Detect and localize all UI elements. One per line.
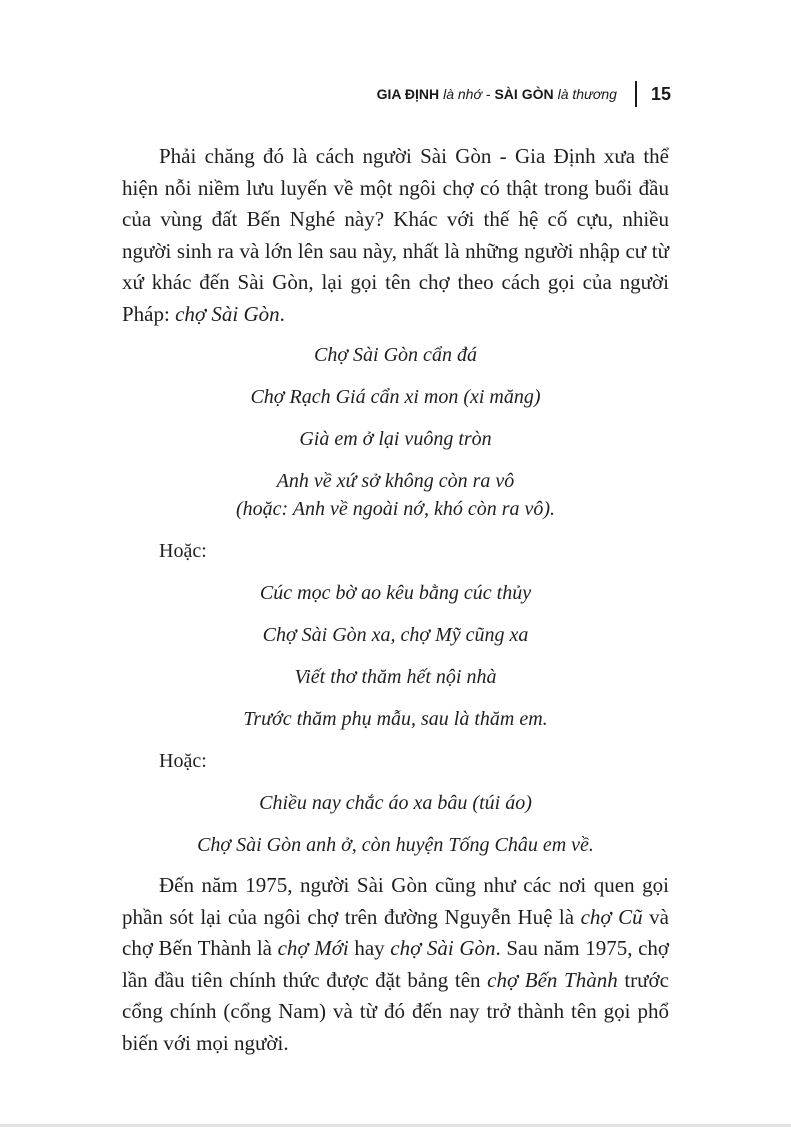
header-book-title-part2: là nhớ - [443, 86, 491, 102]
verse-block-1 [122, 341, 669, 523]
paragraph-2-emphasis: chợ Bến Thành [487, 967, 618, 992]
page-number: 15 [650, 83, 671, 104]
header-divider [635, 81, 637, 107]
paragraph-1 [122, 141, 669, 330]
paragraph-2-emphasis: chợ Mới [277, 936, 349, 960]
paragraph-2-text: Đến năm 1975, người Sài Gòn cũng như các nơi quen gọi phần sót lại của ngôi chợ trên đường Nguyễn Huệ là [122, 873, 669, 929]
header-book-title-part4: là thương [557, 86, 617, 102]
paragraph-2-emphasis: chợ Cũ [580, 904, 643, 929]
header-book-title-part1: GIA ĐỊNH [376, 86, 440, 102]
verse-line: Viết thơ thăm hết nội nhà [294, 666, 497, 688]
paragraph-2-emphasis: chợ Sài Gòn [390, 936, 496, 960]
verse-line: Cúc mọc bờ ao kêu bằng cúc thủy [259, 582, 532, 604]
paragraph-1-emphasis: chợ Sài Gòn [175, 301, 280, 326]
verse-line: Chợ Rạch Giá cẩn xi mon (xi măng) [250, 386, 541, 408]
verse-line: Anh về xứ sở không còn ra vô [276, 470, 515, 492]
paragraph-2-text: hay [348, 936, 391, 960]
page-body [122, 141, 669, 1059]
verse-line: Trước thăm phụ mẫu, sau là thăm em. [243, 708, 548, 730]
paragraph-2-text: . Sau năm 1975, chợ lần đầu tiên chính thức được đặt bảng tên [122, 936, 669, 992]
verse-block-3 [122, 789, 669, 859]
paragraph-2-text: trước cổng chính (cổng Nam) và từ đó đến nay trở thành tên gọi phổ biến với mọi người. [122, 967, 669, 1055]
verse-line: Chợ Sài Gòn cẩn đá [314, 344, 477, 366]
alternative-label-2: Hoặc: [159, 750, 207, 772]
verse-line: (hoặc: Anh về ngoài nớ, khó còn ra vô). [235, 498, 556, 520]
paragraph-2-text: và chợ Bến Thành là [122, 904, 669, 960]
paragraph-1-text: Phải chăng đó là cách người Sài Gòn - Gia Định xưa thể hiện nỗi niềm lưu luyến về một ngôi chợ có thật trong buổi đầu của vùng đất Bến Nghé này? Khác với thế hệ cố cựu, nhiều người sinh ra và lớn lên sau này, nhất là những người nhập cư từ xứ khác đến Sài Gòn, lại gọi tên chợ theo cách gọi của người Pháp: [122, 144, 669, 326]
verse-line: Chiều nay chắc áo xa bâu (túi áo) [259, 792, 532, 814]
running-header [377, 80, 671, 108]
verse-block-2 [122, 579, 669, 733]
header-book-title-part3: SÀI GÒN [494, 86, 554, 102]
paragraph-1-end: . [279, 301, 285, 326]
paragraph-2 [122, 870, 669, 1059]
alternative-label-1: Hoặc: [159, 540, 207, 562]
verse-line: Chợ Sài Gòn anh ở, còn huyện Tống Châu em về. [197, 834, 594, 856]
verse-line: Chợ Sài Gòn xa, chợ Mỹ cũng xa [262, 624, 529, 646]
verse-line: Già em ở lại vuông tròn [299, 428, 492, 450]
